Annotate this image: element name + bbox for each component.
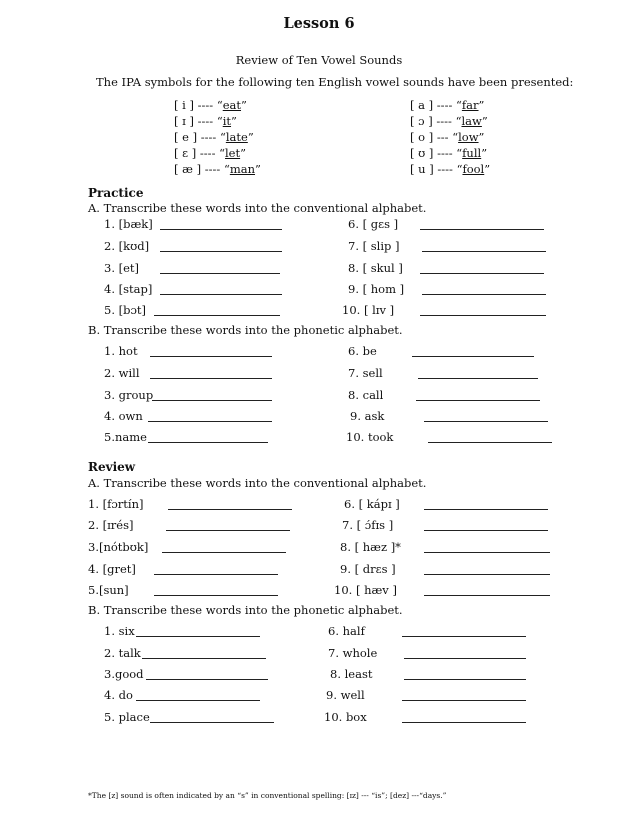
practice-b-instruction: B. Transcribe these words into the phonetic alphabet.	[88, 323, 403, 337]
answer-blank[interactable]	[418, 368, 538, 379]
answer-blank[interactable]	[160, 241, 282, 252]
vowel-row: [ o ] --- “low”	[410, 130, 485, 144]
list-item: 10. [ lɪv ]	[342, 303, 395, 317]
practice-heading: Practice	[88, 186, 144, 200]
answer-blank[interactable]	[404, 669, 526, 680]
practice-a-instruction: A. Transcribe these words into the conventional alphabet.	[88, 201, 427, 215]
answer-blank[interactable]	[420, 305, 546, 316]
answer-blank[interactable]	[428, 432, 552, 443]
list-item: 9. [ drɛs ]	[340, 562, 396, 576]
list-item: 8. least	[330, 667, 373, 681]
list-item: 2. [kʊd]	[104, 239, 150, 253]
answer-blank[interactable]	[154, 564, 278, 575]
list-item: 5. place	[104, 710, 150, 724]
answer-blank[interactable]	[148, 432, 268, 443]
answer-blank[interactable]	[412, 346, 534, 357]
list-item: 5.name	[104, 430, 147, 444]
list-item: 8. [ skul ]	[348, 261, 403, 275]
answer-blank[interactable]	[424, 542, 550, 553]
list-item: 6. half	[328, 624, 365, 638]
vowel-row: [ ʊ ] ---- “full”	[410, 146, 488, 160]
answer-blank[interactable]	[424, 564, 550, 575]
list-item: 1. [bæk]	[104, 217, 153, 231]
review-heading: Review	[88, 460, 136, 474]
vowel-row: [ i ] ---- “eat”	[174, 98, 247, 112]
list-item: 6. be	[348, 344, 377, 358]
list-item: 2. will	[104, 366, 140, 380]
answer-blank[interactable]	[402, 626, 526, 637]
list-item: 5.[sun]	[88, 583, 129, 597]
vowel-row: [ e ] ---- “late”	[174, 130, 254, 144]
answer-blank[interactable]	[136, 690, 260, 701]
answer-blank[interactable]	[154, 305, 280, 316]
answer-blank[interactable]	[146, 669, 268, 680]
answer-blank[interactable]	[424, 585, 550, 596]
answer-blank[interactable]	[150, 712, 274, 723]
list-item: 10. box	[324, 710, 367, 724]
vowel-row: [ a ] ---- “far”	[410, 98, 485, 112]
answer-blank[interactable]	[420, 219, 544, 230]
answer-blank[interactable]	[150, 346, 272, 357]
list-item: 4. do	[104, 688, 133, 702]
list-item: 3.good	[104, 667, 144, 681]
answer-blank[interactable]	[402, 690, 526, 701]
list-item: 3. [et]	[104, 261, 140, 275]
list-item: 7. whole	[328, 646, 378, 660]
answer-blank[interactable]	[154, 585, 278, 596]
page-title: Lesson 6	[283, 15, 355, 32]
list-item: 7. [ ɔ́fɪs ]	[342, 518, 394, 532]
vowel-row: [ u ] ---- “fool”	[410, 162, 491, 176]
intro-text: The IPA symbols for the following ten English vowel sounds have been presented:	[96, 75, 574, 89]
answer-blank[interactable]	[424, 411, 548, 422]
list-item: 1. hot	[104, 344, 138, 358]
list-item: 10. [ hæv ]	[334, 583, 397, 597]
list-item: 8. [ hæz ]*	[340, 540, 401, 554]
list-item: 4. [stap]	[104, 282, 153, 296]
list-item: 6. [ gɛs ]	[348, 217, 399, 231]
list-item: 3.[nótbʊk]	[88, 540, 149, 554]
list-item: 7. sell	[348, 366, 383, 380]
footnote: *The [z] sound is often indicated by an “s” in conventional spelling: [ɪz] --- “is”; [dez] ---“days.”	[88, 791, 447, 800]
list-item: 6. [ kápɪ ]	[344, 497, 400, 511]
answer-blank[interactable]	[166, 520, 290, 531]
vowel-row: [ ɔ ] ---- “law”	[410, 114, 488, 128]
answer-blank[interactable]	[420, 263, 544, 274]
answer-blank[interactable]	[424, 499, 548, 510]
answer-blank[interactable]	[136, 626, 260, 637]
list-item: 1. six	[104, 624, 135, 638]
answer-blank[interactable]	[404, 648, 526, 659]
list-item: 8. call	[348, 388, 384, 402]
answer-blank[interactable]	[150, 368, 272, 379]
answer-blank[interactable]	[148, 411, 272, 422]
answer-blank[interactable]	[160, 284, 282, 295]
list-item: 9. [ hom ]	[348, 282, 405, 296]
list-item: 9. ask	[350, 409, 385, 423]
list-item: 4. [gret]	[88, 562, 136, 576]
answer-blank[interactable]	[168, 499, 292, 510]
review-a-instruction: A. Transcribe these words into the conventional alphabet.	[88, 476, 427, 490]
answer-blank[interactable]	[402, 712, 526, 723]
page-subtitle: Review of Ten Vowel Sounds	[235, 53, 403, 67]
vowel-row: [ ɪ ] ---- “it”	[174, 114, 237, 128]
answer-blank[interactable]	[424, 520, 548, 531]
answer-blank[interactable]	[142, 648, 266, 659]
answer-blank[interactable]	[160, 263, 280, 274]
list-item: 9. well	[326, 688, 365, 702]
review-b-instruction: B. Transcribe these words into the phonetic alphabet.	[88, 603, 403, 617]
list-item: 5. [bɔt]	[104, 303, 147, 317]
list-item: 7. [ slip ]	[348, 239, 400, 253]
answer-blank[interactable]	[152, 390, 272, 401]
list-item: 10. took	[346, 430, 394, 444]
list-item: 4. own	[104, 409, 143, 423]
list-item: 1. [fɔrtín]	[88, 497, 144, 511]
answer-blank[interactable]	[422, 284, 546, 295]
answer-blank[interactable]	[160, 219, 282, 230]
list-item: 2. talk	[104, 646, 141, 660]
vowel-row: [ ɛ ] ---- “let”	[174, 146, 246, 160]
answer-blank[interactable]	[422, 241, 546, 252]
list-item: 2. [ɪrés]	[88, 518, 134, 532]
vowel-row: [ æ ] ---- “man”	[174, 162, 261, 176]
list-item: 3. group	[104, 388, 154, 402]
answer-blank[interactable]	[416, 390, 540, 401]
answer-blank[interactable]	[162, 542, 286, 553]
